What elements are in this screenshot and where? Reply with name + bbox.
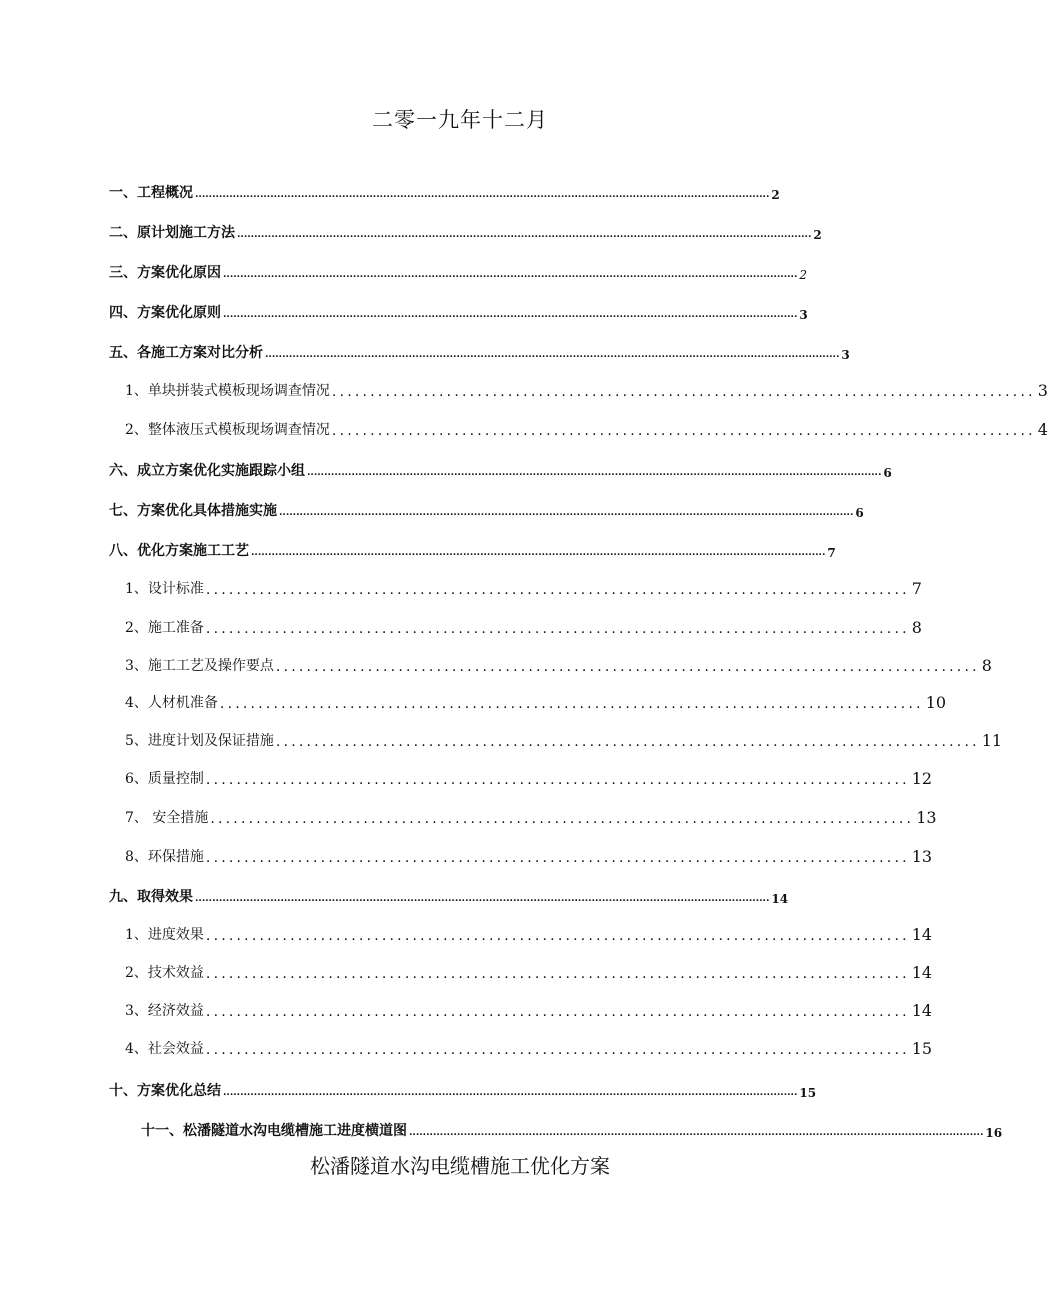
toc-subentry[interactable] — [125, 380, 1048, 400]
toc-entry-label: 四、方案优化原则 — [109, 305, 221, 321]
toc-entry-label: 十一、松潘隧道水沟电缆槽施工进度横道图 — [141, 1123, 407, 1139]
toc-entry[interactable] — [109, 302, 808, 322]
toc-entry[interactable] — [109, 460, 892, 480]
toc-entry-page: 15 — [911, 1039, 933, 1058]
toc-entry-label: 2、施工准备 — [125, 620, 204, 636]
toc-entry-page: 6 — [855, 506, 864, 520]
toc-entry-page: 8 — [911, 618, 922, 637]
toc-subentry[interactable] — [125, 419, 1048, 439]
document-date: 二零一九年十二月 — [372, 108, 548, 132]
dot-leader: ............................................................................................ — [205, 1004, 910, 1020]
toc-entry[interactable] — [109, 886, 789, 906]
toc-subentry[interactable] — [125, 730, 1003, 750]
toc-entry[interactable] — [109, 262, 808, 282]
dot-leader: ........................................................................................................................................................................ — [265, 350, 840, 360]
toc-entry-label: 8、环保措施 — [125, 849, 204, 865]
dot-leader: ........................................................................................................................................................................ — [251, 548, 826, 558]
toc-entry-label: 3、施工工艺及操作要点 — [125, 658, 274, 674]
toc-entry-page: 7 — [911, 579, 922, 598]
toc-entry[interactable] — [141, 1120, 1003, 1140]
dot-leader: ........................................................................................................................................................................ — [307, 468, 882, 478]
dot-leader: ............................................................................................ — [205, 582, 910, 598]
toc-entry[interactable] — [109, 540, 836, 560]
toc-entry-page: 3 — [1037, 381, 1048, 400]
toc-subentry[interactable] — [125, 578, 922, 598]
toc-entry-label: 1、设计标准 — [125, 581, 204, 597]
toc-entry[interactable] — [109, 182, 780, 202]
dot-leader: ........................................................................................................................................................................ — [195, 190, 770, 200]
toc-entry-page: 2 — [799, 268, 808, 282]
toc-entry-label: 2、技术效益 — [125, 965, 204, 981]
toc-entry-page: 3 — [841, 348, 850, 362]
toc-entry-label: 三、方案优化原因 — [109, 265, 221, 281]
toc-entry-page: 16 — [985, 1126, 1003, 1140]
toc-entry-page: 15 — [799, 1086, 817, 1100]
toc-subentry[interactable] — [125, 655, 992, 675]
dot-leader: ........................................................................................................................................................................ — [195, 894, 770, 904]
toc-entry-page: 14 — [911, 1001, 933, 1020]
toc-entry-label: 4、社会效益 — [125, 1041, 204, 1057]
toc-subentry[interactable] — [125, 1038, 933, 1058]
toc-entry-page: 13 — [916, 808, 937, 827]
dot-leader: ........................................................................................................................................................................ — [223, 1088, 798, 1098]
toc-entry-label: 1、进度效果 — [125, 927, 204, 943]
toc-entry-page: 4 — [1037, 420, 1048, 439]
toc-entry-label: 七、方案优化具体措施实施 — [109, 503, 277, 519]
toc-entry-page: 2 — [771, 188, 780, 202]
toc-entry-label: 2、整体液压式模板现场调查情况 — [125, 422, 330, 438]
dot-leader: ............................................................................................ — [219, 696, 924, 712]
dot-leader: ............................................................................................ — [275, 734, 980, 750]
toc-entry-label: 3、经济效益 — [125, 1003, 204, 1019]
toc-entry-label: 5、进度计划及保证措施 — [125, 733, 274, 749]
toc-entry-label: 一、工程概况 — [109, 185, 193, 201]
toc-entry-page: 6 — [883, 466, 892, 480]
dot-leader: ............................................................................................ — [210, 811, 915, 827]
dot-leader: ........................................................................................................................................................................ — [409, 1128, 984, 1138]
toc-entry-label: 7、 安全措施 — [125, 810, 209, 826]
toc-subentry[interactable] — [125, 692, 947, 712]
toc-subentry[interactable] — [125, 807, 937, 827]
toc-subentry[interactable] — [125, 846, 933, 866]
toc-entry-label: 4、人材机准备 — [125, 695, 218, 711]
dot-leader: ............................................................................................ — [205, 928, 910, 944]
toc-entry-page: 12 — [911, 769, 933, 788]
dot-leader: ............................................................................................ — [331, 423, 1036, 439]
toc-entry-label: 五、各施工方案对比分析 — [109, 345, 263, 361]
toc-entry-page: 11 — [981, 731, 1003, 750]
toc-entry-page: 14 — [771, 892, 789, 906]
dot-leader: ........................................................................................................................................................................ — [223, 270, 798, 280]
document-title: 松潘隧道水沟电缆槽施工优化方案 — [310, 1154, 610, 1178]
toc-entry[interactable] — [109, 342, 850, 362]
toc-entry-label: 6、质量控制 — [125, 771, 204, 787]
toc-entry[interactable] — [109, 500, 864, 520]
dot-leader: ............................................................................................ — [205, 966, 910, 982]
toc-entry-page: 13 — [911, 847, 933, 866]
toc-entry-page: 3 — [799, 308, 808, 322]
toc-entry-label: 九、取得效果 — [109, 889, 193, 905]
toc-entry-page: 14 — [911, 963, 933, 982]
toc-entry-page: 2 — [813, 228, 822, 242]
toc-entry-label: 二、原计划施工方法 — [109, 225, 235, 241]
dot-leader: ........................................................................................................................................................................ — [279, 508, 854, 518]
toc-entry[interactable] — [109, 1080, 817, 1100]
toc-entry-label: 1、单块拼装式模板现场调查情况 — [125, 383, 330, 399]
dot-leader: ............................................................................................ — [331, 384, 1036, 400]
dot-leader: ........................................................................................................................................................................ — [223, 310, 798, 320]
toc-entry-label: 六、成立方案优化实施跟踪小组 — [109, 463, 305, 479]
toc-subentry[interactable] — [125, 962, 933, 982]
dot-leader: ............................................................................................ — [275, 659, 980, 675]
dot-leader: ............................................................................................ — [205, 621, 910, 637]
toc-entry-page: 10 — [925, 693, 947, 712]
toc-entry[interactable] — [109, 222, 822, 242]
dot-leader: ............................................................................................ — [205, 850, 910, 866]
toc-entry-page: 7 — [827, 546, 836, 560]
toc-entry-label: 十、方案优化总结 — [109, 1083, 221, 1099]
dot-leader: ........................................................................................................................................................................ — [237, 230, 812, 240]
toc-subentry[interactable] — [125, 924, 933, 944]
toc-entry-label: 八、优化方案施工工艺 — [109, 543, 249, 559]
toc-subentry[interactable] — [125, 768, 933, 788]
toc-entry-page: 8 — [981, 656, 992, 675]
dot-leader: ............................................................................................ — [205, 1042, 910, 1058]
dot-leader: ............................................................................................ — [205, 772, 910, 788]
toc-subentry[interactable] — [125, 1000, 933, 1020]
toc-subentry[interactable] — [125, 617, 922, 637]
toc-entry-page: 14 — [911, 925, 933, 944]
